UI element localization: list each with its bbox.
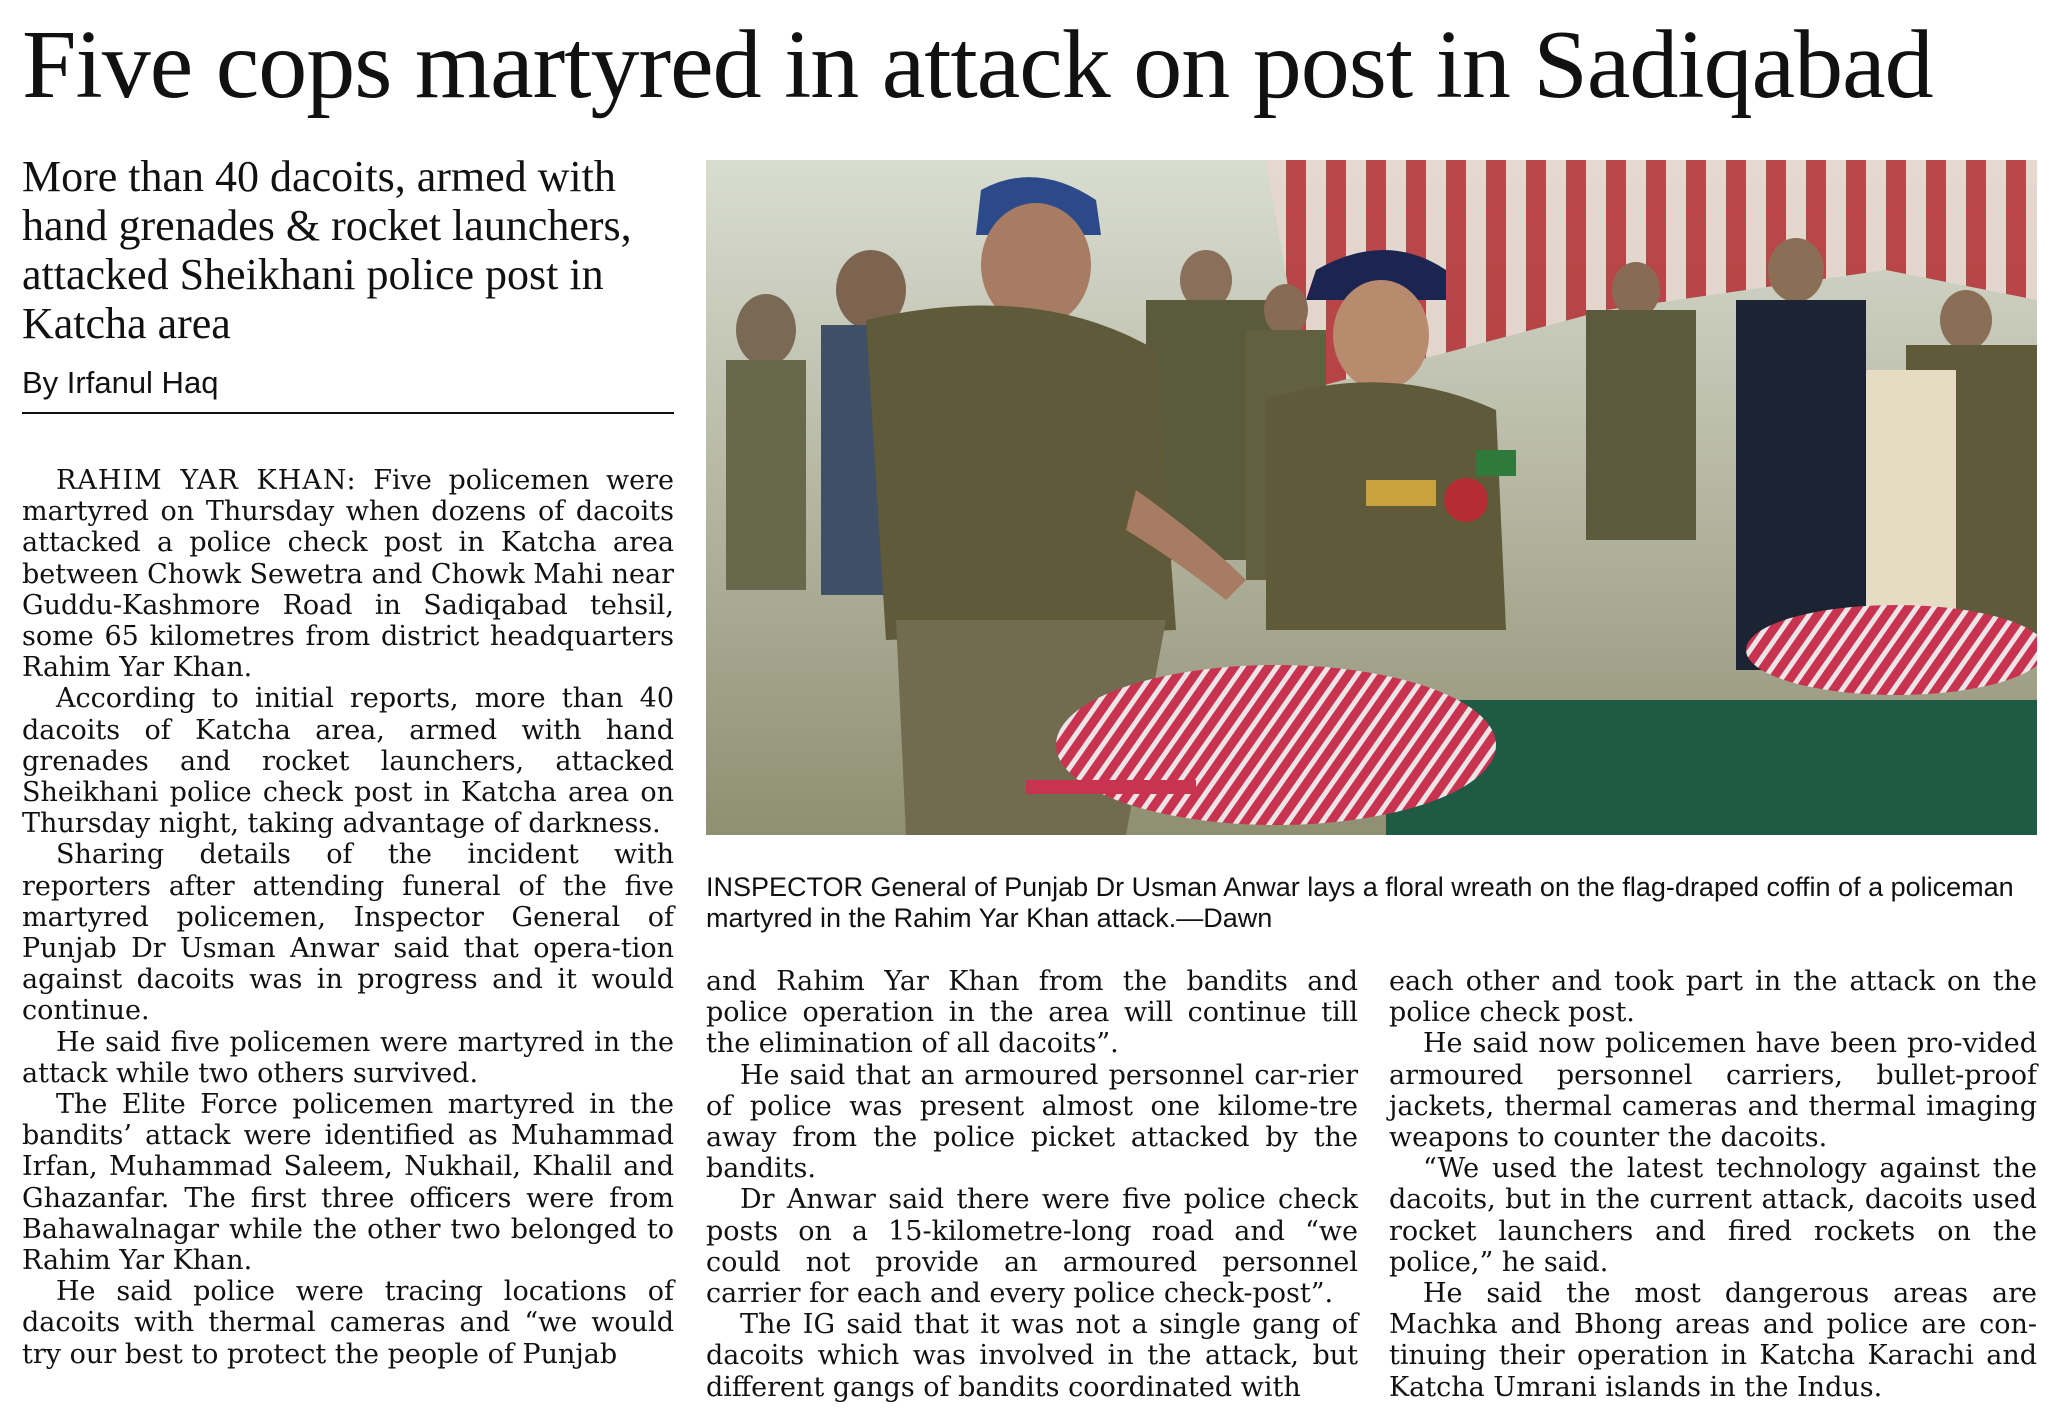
paragraph: and Rahim Yar Khan from the bandits and police operation in the area will continue till the elimination of all dacoits”. (706, 966, 1358, 1060)
floral-wreath-2 (1746, 605, 2037, 695)
paragraph: Sharing details of the incident with reporters after attending funeral of the five martyred policemen, Inspector General of Punjab Dr Usman Anwar said that opera-tion against dacoits was in progress and it would continue. (22, 839, 674, 1027)
news-photo (706, 160, 2037, 835)
paragraph: “We used the latest technology against the dacoits, but in the current attack, dacoits used rocket launchers and fired rockets on the police,” he said. (1389, 1153, 2037, 1278)
deck-subheadline: More than 40 dacoits, armed with hand grenades & rocket launchers, attacked Sheikhani police post in Katcha area (22, 152, 632, 348)
paragraph: Dr Anwar said there were five police check posts on a 15-kilometre-long road and “we could not provide an armoured personnel carrier for each and every police check-post”. (706, 1184, 1358, 1310)
paragraph: He said the most dangerous areas are Machka and Bhong areas and police are con-tinuing their operation in Katcha Karachi and Katcha Umrani islands in the Indus. (1389, 1278, 2037, 1403)
paragraph: He said that an armoured personnel car-rier of police was present almost one kilome-tre away from the police picket attacked by the bandits. (706, 1059, 1358, 1185)
floral-wreath (1056, 665, 1496, 825)
paragraph: He said five policemen were martyred in the attack while two others survived. (22, 1026, 674, 1089)
paragraph: According to initial reports, more than 40 dacoits of Katcha area, armed with hand grenades and rocket launchers, attacked Sheikhani police check post in Katcha area on Thursday night, taking advantage of darkness. (22, 683, 674, 840)
paragraph: He said police were tracing locations of dacoits with thermal cameras and “we would try our best to protect the people of Punjab (22, 1276, 674, 1370)
paragraph: He said now policemen have been pro-vided armoured personnel carriers, bullet-proof jackets, thermal cameras and thermal imaging weapons to counter the dacoits. (1389, 1028, 2037, 1154)
article-column-3 (1389, 966, 2037, 1403)
headline: Five cops martyred in attack on post in Sadiqabad (22, 11, 1933, 119)
paragraph: The Elite Force policemen martyred in the bandits’ attack were identified as Muhammad Irfan, Muhammad Saleem, Nukhail, Khalil and Ghazanfar. The first three officers were from Bahawalnagar while the other two belonged to Rahim Yar Khan. (22, 1089, 674, 1277)
byline-rule (22, 412, 674, 414)
paragraph: RAHIM YAR KHAN: Five policemen were martyred on Thursday when dozens of dacoits attacked a police check post in Katcha area between Chowk Sewetra and Chowk Mahi near Guddu-Kashmore Road in Sadiqabad tehsil, some 65 kilometres from district headquarters Rahim Yar Khan. (22, 465, 674, 684)
article-column-1 (22, 465, 674, 1395)
byline: By Irfanul Haq (22, 365, 219, 400)
paragraph: The IG said that it was not a single gang of dacoits which was involved in the attack, but different gangs of bandits coordinated with (706, 1309, 1358, 1403)
photo-caption: INSPECTOR General of Punjab Dr Usman Anwar lays a floral wreath on the flag-draped coffin of a policeman martyred in the Rahim Yar Khan attack.—Dawn (706, 872, 2014, 933)
article-column-2 (706, 966, 1358, 1403)
paragraph: each other and took part in the attack on the police check post. (1389, 966, 2037, 1029)
dateline: RAHIM YAR KHAN: (56, 465, 357, 496)
wreath-handle (1026, 780, 1196, 794)
